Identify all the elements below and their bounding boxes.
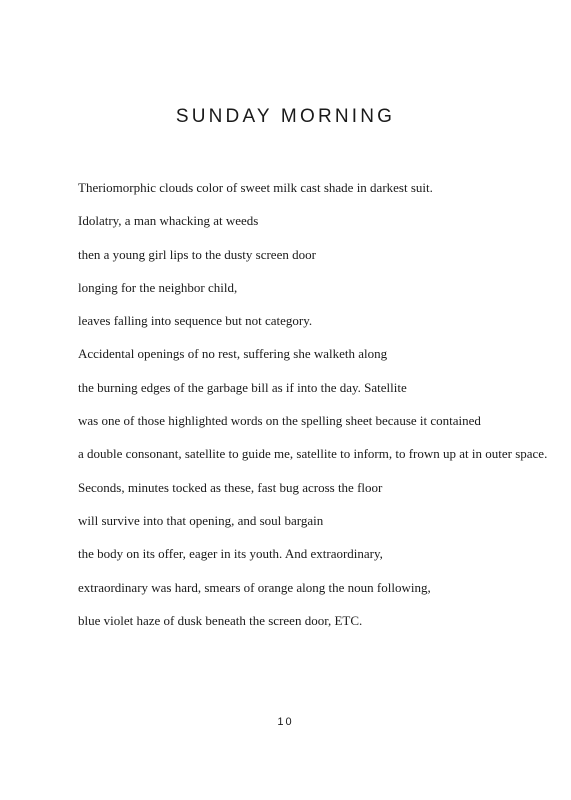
poem-line: Accidental openings of no rest, suffering she walketh along xyxy=(78,346,388,362)
poem-line: Seconds, minutes tocked as these, fast bug across the floor xyxy=(78,479,383,495)
poem-line: the body on its offer, eager in its youth. And extraordinary, xyxy=(78,546,383,562)
poem-line: will survive into that opening, and soul bargain xyxy=(78,512,324,528)
poem-line: the burning edges of the garbage bill as if into the day. Satellite xyxy=(78,379,407,395)
poem-line: a double consonant, satellite to guide me, satellite to inform, to frown up at in outer space. xyxy=(78,446,548,462)
poem-line: extraordinary was hard, smears of orange along the noun following, xyxy=(78,579,431,595)
poem-line: leaves falling into sequence but not category. xyxy=(78,313,313,329)
poem-line: Theriomorphic clouds color of sweet milk cast shade in darkest suit. xyxy=(78,180,433,195)
poem-line: then a young girl lips to the dusty screen door xyxy=(78,246,316,262)
poem-body xyxy=(78,180,548,646)
poem-line: blue violet haze of dusk beneath the screen door, ETC. xyxy=(78,612,363,628)
poem-title: SUNDAY MORNING xyxy=(175,106,396,127)
poem-line: Idolatry, a man whacking at weeds xyxy=(78,213,259,229)
poem-line: longing for the neighbor child, xyxy=(78,279,238,295)
poem-line: was one of those highlighted words on the spelling sheet because it contained xyxy=(78,413,481,429)
page-number: 10 xyxy=(277,716,294,728)
